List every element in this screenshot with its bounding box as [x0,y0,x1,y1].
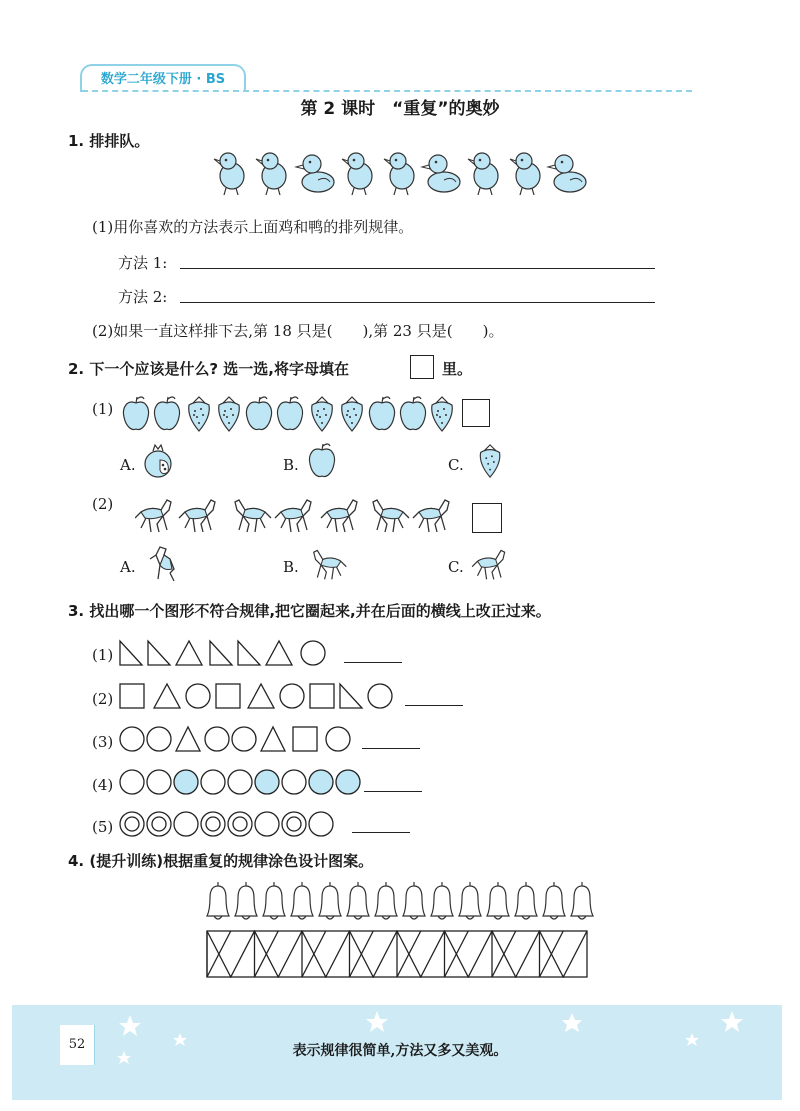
circle-icon [282,770,306,794]
square-icon [293,727,317,751]
q3-row1-label: (1) [92,646,114,664]
q3-row1-answer-line[interactable] [344,662,402,663]
circle-icon [120,727,144,751]
apple-icon [247,397,272,430]
apple-icon [124,397,149,430]
filled-circle-icon [336,770,360,794]
bell-icon [319,882,341,919]
horse-rearing-icon [148,543,182,583]
circle-icon [309,812,333,836]
strawberry-icon [189,397,210,431]
bell-row[interactable] [204,880,604,924]
duck-icon [548,155,586,192]
strawberry-icon [342,397,363,431]
circle-icon [147,727,171,751]
chick-icon [510,153,540,195]
bell-icon [515,882,537,919]
strawberry-icon [219,397,240,431]
bell-icon [431,882,453,919]
chick-icon [468,153,498,195]
book-tab: 数学二年级下册 · BS [80,64,246,92]
q2-title-b: 里。 [442,360,473,378]
chick-icon [342,153,372,195]
shape-row-1 [118,638,338,668]
double-circle-icon [228,812,252,836]
double-circle-icon [201,812,225,836]
method2-answer-line[interactable] [180,302,655,303]
q4-title: 4. (提升训练)根据重复的规律涂色设计图案。 [68,852,374,870]
method1-label: 方法 1: [118,254,168,272]
bell-icon [487,882,509,919]
q3-row5-label: (5) [92,818,114,836]
horse-left-icon [235,500,271,532]
shape-row-3 [118,724,358,754]
star-icon [366,1011,388,1032]
horse-right-icon [135,500,171,532]
pomegranate-icon [142,442,176,480]
star-icon [721,1011,743,1032]
q3-row4-label: (4) [92,776,114,794]
q3-row3-answer-line[interactable] [362,748,420,749]
triangle-icon [176,641,202,665]
bell-icon [571,882,593,919]
circle-icon [232,727,256,751]
right-triangle-icon [340,684,362,708]
q2-sub2: (2) [92,495,114,513]
strawberry-icon [432,397,453,431]
horse-left-icon [308,545,352,583]
strawberry-icon [312,397,333,431]
method2-label: 方法 2: [118,288,168,306]
circle-icon [280,684,304,708]
q2-1-opt-a: A. [120,456,136,474]
shape-row-2 [118,681,396,711]
strawberry-icon [476,443,506,479]
q3-row4-answer-line[interactable] [364,791,422,792]
q2-sub1: (1) [92,400,114,418]
right-triangle-icon [238,641,260,665]
horse-right-icon [179,500,215,532]
circle-icon [186,684,210,708]
chick-icon [214,153,244,195]
triangle-pattern-grid[interactable] [206,930,588,978]
q1-part2: (2)如果一直这样排下去,第 18 只是( ),第 23 只是( )。 [92,322,504,340]
bell-icon [347,882,369,919]
answer-box-2[interactable] [472,503,502,533]
bell-icon [235,882,257,919]
triangle-icon [261,727,285,751]
horse-right-icon [413,500,449,532]
q2-1-opt-c: C. [448,456,464,474]
apple-icon [370,397,395,430]
q3-row3-label: (3) [92,733,114,751]
star-icon [119,1015,141,1036]
q3-row5-answer-line[interactable] [352,832,410,833]
horse-right-icon [321,500,357,532]
q3-row2-answer-line[interactable] [405,705,463,706]
triangle-icon [266,641,292,665]
answer-box-1[interactable] [462,399,490,427]
horse-right-icon [275,500,311,532]
horse-row [135,490,455,536]
bell-icon [375,882,397,919]
circle-icon [228,770,252,794]
q2-title-a: 2. 下一个应该是什么? 选一选,将字母填在 [68,360,349,378]
bell-icon [263,882,285,919]
square-icon [120,684,144,708]
lesson-title: 第 2 课时 “重复”的奥妙 [300,99,500,119]
circle-icon [147,770,171,794]
duck-icon [422,155,460,192]
horse-right-icon [470,545,514,583]
circle-icon [368,684,392,708]
bell-icon [459,882,481,919]
filled-circle-icon [309,770,333,794]
shape-row-5 [118,809,350,839]
star-icon [562,1013,582,1032]
right-triangle-icon [210,641,232,665]
apple-icon [401,397,426,430]
double-circle-icon [147,812,171,836]
circle-icon [201,770,225,794]
circle-icon [174,812,198,836]
q3-row2-label: (2) [92,690,114,708]
triangle-icon [248,684,274,708]
header-line [82,90,692,92]
apple-icon [306,442,340,480]
apple-icon [155,397,180,430]
duck-icon [296,155,334,192]
circle-icon [301,641,325,665]
bell-icon [403,882,425,919]
q2-2-opt-b: B. [283,558,299,576]
right-triangle-icon [148,641,170,665]
double-circle-icon [120,812,144,836]
q2-1-opt-b: B. [283,456,299,474]
method1-answer-line[interactable] [180,268,655,269]
circle-icon [326,727,350,751]
horse-left-icon [373,500,409,532]
answer-box-sample [410,355,434,379]
square-icon [310,684,334,708]
shape-row-4 [118,767,362,797]
chick-icon [256,153,286,195]
circle-icon [205,727,229,751]
triangle-icon [176,727,200,751]
double-circle-icon [282,812,306,836]
q2-2-opt-c: C. [448,558,464,576]
filled-circle-icon [255,770,279,794]
filled-circle-icon [174,770,198,794]
square-icon [216,684,240,708]
birds-row [212,150,592,198]
bell-icon [543,882,565,919]
fruit-row [122,395,457,435]
bell-icon [207,882,229,919]
apple-icon [278,397,303,430]
q1-title: 1. 排排队。 [68,132,150,150]
q2-2-opt-a: A. [120,558,136,576]
triangle-icon [154,684,180,708]
circle-icon [120,770,144,794]
circle-icon [255,812,279,836]
footer-slogan: 表示规律很简单,方法又多又美观。 [292,1043,508,1059]
q1-part1: (1)用你喜欢的方法表示上面鸡和鸭的排列规律。 [92,218,414,236]
chick-icon [384,153,414,195]
right-triangle-icon [120,641,142,665]
bell-icon [291,882,313,919]
page-number: 52 [60,1025,95,1065]
q3-title: 3. 找出哪一个图形不符合规律,把它圈起来,并在后面的横线上改正过来。 [68,602,551,620]
